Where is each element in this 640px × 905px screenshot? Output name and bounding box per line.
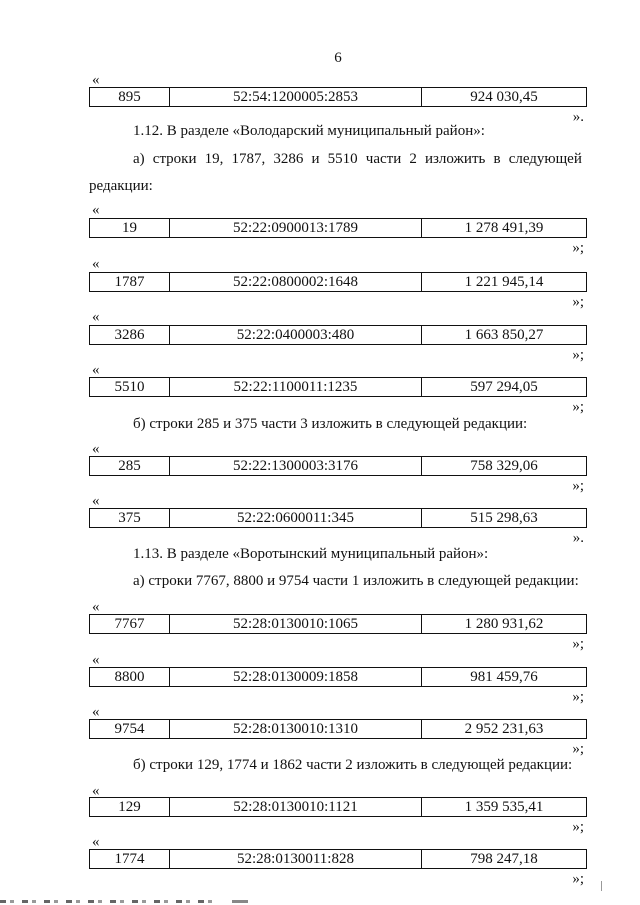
word: части [365,151,402,167]
table-row [89,456,587,476]
scan-artifact [0,900,220,903]
word: 5510 [327,151,358,167]
word: в [493,151,501,167]
cadastral-number: 52:22:1100011:1235 [170,378,422,396]
row-number: 375 [90,509,170,527]
word: 2 [409,151,417,167]
cadastral-number: 52:22:1300003:3176 [170,457,422,475]
cadastral-number: 52:28:0130009:1858 [170,668,422,686]
open-quote: « [92,599,100,615]
cadastral-value: 597 294,05 [470,379,538,395]
paragraph-b: б) строки 129, 1774 и 1862 части 2 изложить в следующей редакции: [133,757,573,773]
row-number: 8800 [90,668,170,686]
table-row [89,325,587,345]
table-row [89,849,587,869]
close-quote: »; [572,347,584,363]
open-quote: « [92,834,100,850]
row-number: 19 [90,219,170,237]
open-quote: « [92,704,100,720]
cadastral-value: 758 329,06 [470,458,538,474]
cadastral-value: 515 298,63 [470,510,538,526]
close-quote: ». [572,530,584,546]
table-row [89,797,587,817]
cadastral-number: 52:22:0900013:1789 [170,219,422,237]
close-quote: »; [572,399,584,415]
table-row [89,667,587,687]
open-quote: « [92,309,100,325]
close-quote: »; [572,294,584,310]
cadastral-value: 924 030,45 [470,89,538,105]
table-row [89,87,587,107]
close-quote: »; [572,636,584,652]
open-quote: « [92,362,100,378]
close-quote: »; [572,240,584,256]
section-heading: 1.13. В разделе «Воротынский муниципальный район»: [133,546,489,562]
cadastral-value: 1 278 491,39 [464,220,544,236]
word: изложить [424,151,486,167]
paragraph-a: а) строки 7767, 8800 и 9754 части 1 изложить в следующей редакции: [133,573,579,589]
row-number: 1774 [90,850,170,868]
cadastral-number: 52:28:0130010:1065 [170,615,422,633]
table-row [89,218,587,238]
scan-artifact [601,881,602,891]
cadastral-value: 798 247,18 [470,851,538,867]
row-number: 285 [90,457,170,475]
word: 3286 [273,151,304,167]
word: а) [133,151,145,167]
table-row [89,719,587,739]
cadastral-number: 52:28:0130010:1310 [170,720,422,738]
table-row [89,614,587,634]
word: 19, [204,151,224,167]
word: следующей [508,151,582,167]
cadastral-value: 2 952 231,63 [464,721,544,737]
row-number: 5510 [90,378,170,396]
cadastral-value: 1 359 535,41 [464,799,544,815]
page-number: 6 [334,50,342,66]
row-number: 895 [90,88,170,106]
paragraph-b: б) строки 285 и 375 части 3 изложить в следующей редакции: [133,416,528,432]
row-number: 9754 [90,720,170,738]
row-number: 1787 [90,273,170,291]
cadastral-value: 1 280 931,62 [464,616,544,632]
cadastral-number: 52:22:0400003:480 [170,326,422,344]
word: 1787, [231,151,266,167]
open-quote: « [92,202,100,218]
cadastral-number: 52:28:0130011:828 [170,850,422,868]
open-quote: « [92,783,100,799]
close-quote: »; [572,478,584,494]
row-number: 3286 [90,326,170,344]
open-quote: « [92,441,100,457]
cadastral-number: 52:28:0130010:1121 [170,798,422,816]
cadastral-value: 1 663 850,27 [464,327,544,343]
cadastral-number: 52:22:0800002:1648 [170,273,422,291]
open-quote: « [92,493,100,509]
paragraph-a-line [133,151,582,168]
table-row [89,272,587,292]
cadastral-value: 981 459,76 [470,669,538,685]
section-heading: 1.12. В разделе «Володарский муниципальный район»: [133,123,485,139]
close-quote: »; [572,689,584,705]
open-quote: « [92,72,100,88]
close-quote: »; [572,819,584,835]
open-quote: « [92,652,100,668]
close-quote: »; [572,871,584,887]
close-quote: ». [572,109,584,125]
cadastral-number: 52:22:0600011:345 [170,509,422,527]
table-row [89,508,587,528]
cadastral-value: 1 221 945,14 [464,274,544,290]
cadastral-number: 52:54:1200005:2853 [170,88,422,106]
close-quote: »; [572,741,584,757]
scan-artifact [232,900,248,903]
row-number: 129 [90,798,170,816]
row-number: 7767 [90,615,170,633]
paragraph-a-continuation: редакции: [89,178,153,194]
word: и [311,151,320,167]
table-row [89,377,587,397]
word: строки [152,151,197,167]
open-quote: « [92,256,100,272]
